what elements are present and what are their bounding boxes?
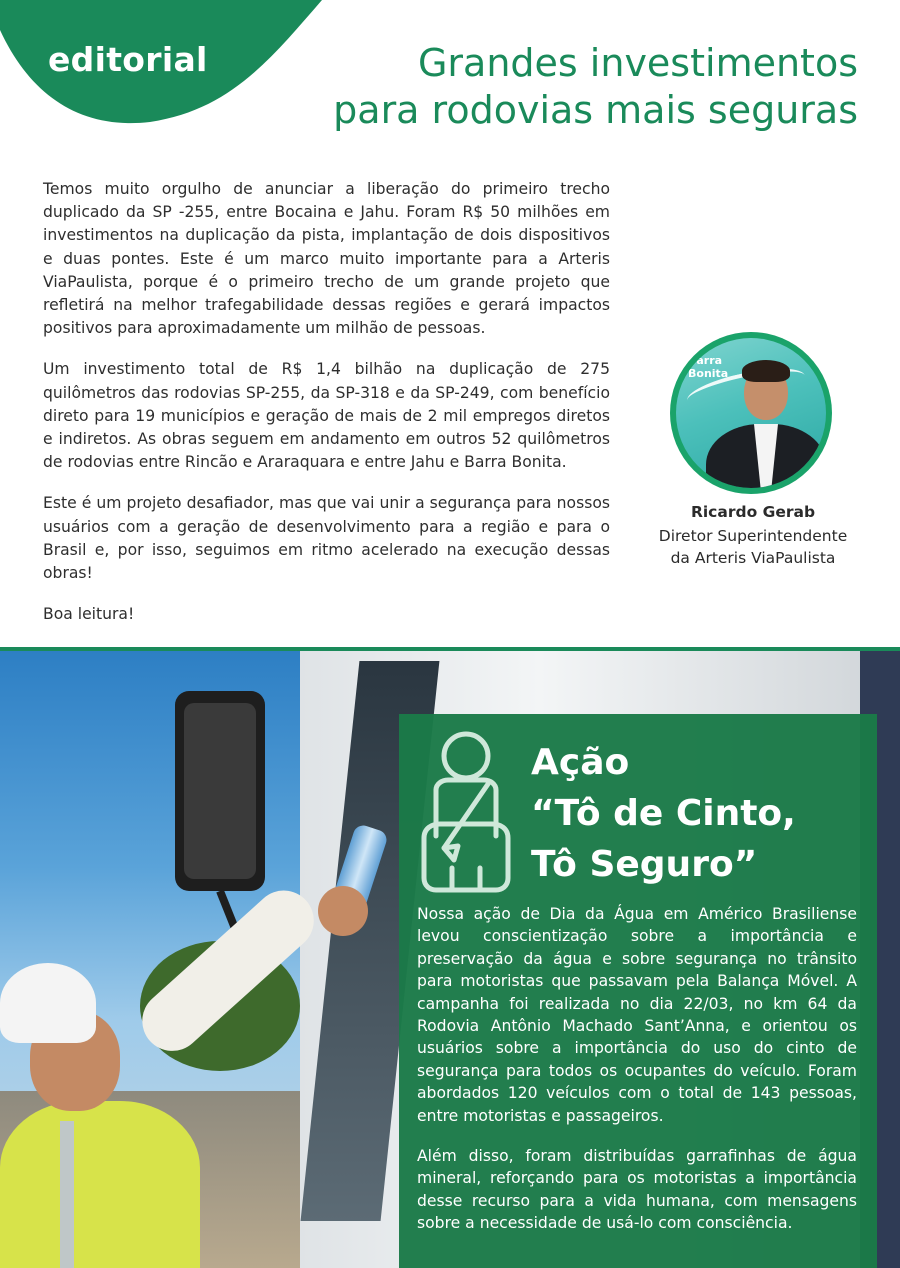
headline-line-2: para rodovias mais seguras — [333, 88, 858, 132]
editorial-body — [43, 178, 610, 644]
editorial-paragraph-2: Um investimento total de R$ 1,4 bilhão na duplicação de 275 quilômetros das rodovias SP-255, da SP-318 e da SP-249, com benefício direto para 19 municípios e geração de mais de 2 mil empregos diretos e indiretos. As obras seguem em andamento em outros 52 quilômetros de rodovias entre Rincão e Araraquara e entre Jahu e Barra Bonita. — [43, 360, 610, 472]
photo-safety-vest — [0, 1101, 200, 1268]
section-tab-label: editorial — [48, 40, 208, 79]
author-role — [640, 525, 866, 569]
portrait-sign-text: Barra Bonita — [688, 354, 729, 380]
portrait-hair — [742, 360, 790, 382]
headline-line-1: Grandes investimentos — [417, 41, 858, 85]
campaign-paragraph-1: Nossa ação de Dia da Água em Américo Brasiliense levou conscientização sobre a importância e preservação da água e sobre segurança no trânsito para motoristas que passavam pela Balança Móvel. A campanha foi realizada no dia 22/03, no km 64 da Rodovia Antônio Machado Sant’Anna, e orientou os usuários sobre a importância do uso do cinto de segurança para todos os ocupantes do veículo. Foram abordados 120 veículos com o total de 143 pessoas, entre motoristas e passageiros. — [417, 905, 857, 1125]
author-photo — [676, 338, 826, 488]
editorial-signoff: Boa leitura! — [43, 605, 135, 624]
campaign-title-line-2: “Tô de Cinto, — [531, 793, 796, 834]
editorial-paragraph-1: Temos muito orgulho de anunciar a liberação do primeiro trecho duplicado da SP -255, entre Bocaina e Jahu. Foram R$ 50 milhões em investimentos na duplicação da pista, implantação de dois dispositivos e duas pontes. Este é um marco muito importante para a Arteris ViaPaulista, porque é o primeiro trecho de um grande projeto que refletirá na melhor trafegabilidade dessas regiões e gerará impactos positivos para aproximadamente um milhão de pessoas. — [43, 180, 610, 338]
campaign-body — [417, 903, 857, 1253]
page-headline — [298, 40, 858, 134]
photo-helmet — [0, 963, 96, 1043]
author-role-line-1: Diretor Superintendente — [658, 527, 848, 545]
campaign-paragraph-2: Além disso, foram distribuídas garrafinhas de água mineral, reforçando para os motoristas a importância desse recurso para a vida humana, com mensagens sobre a necessidade de usá-lo com consciência. — [417, 1147, 857, 1233]
campaign-title — [531, 737, 871, 890]
author-name: Ricardo Gerab — [690, 503, 816, 521]
seatbelt-icon — [414, 728, 518, 898]
campaign-title-line-1: Ação — [531, 742, 630, 783]
photo-hand — [318, 886, 368, 936]
photo-vest-strip — [60, 1121, 74, 1268]
editorial-paragraph-3: Este é um projeto desafiador, mas que vai unir a segurança para nossos usuários com a geração de desenvolvimento para a região e para o Brasil e, por isso, seguimos em ritmo acelerado na execução dessas obras! — [43, 494, 610, 583]
author-portrait — [670, 332, 832, 494]
author-role-line-2: da Arteris ViaPaulista — [670, 549, 836, 567]
campaign-title-line-3: Tô Seguro” — [531, 844, 758, 885]
